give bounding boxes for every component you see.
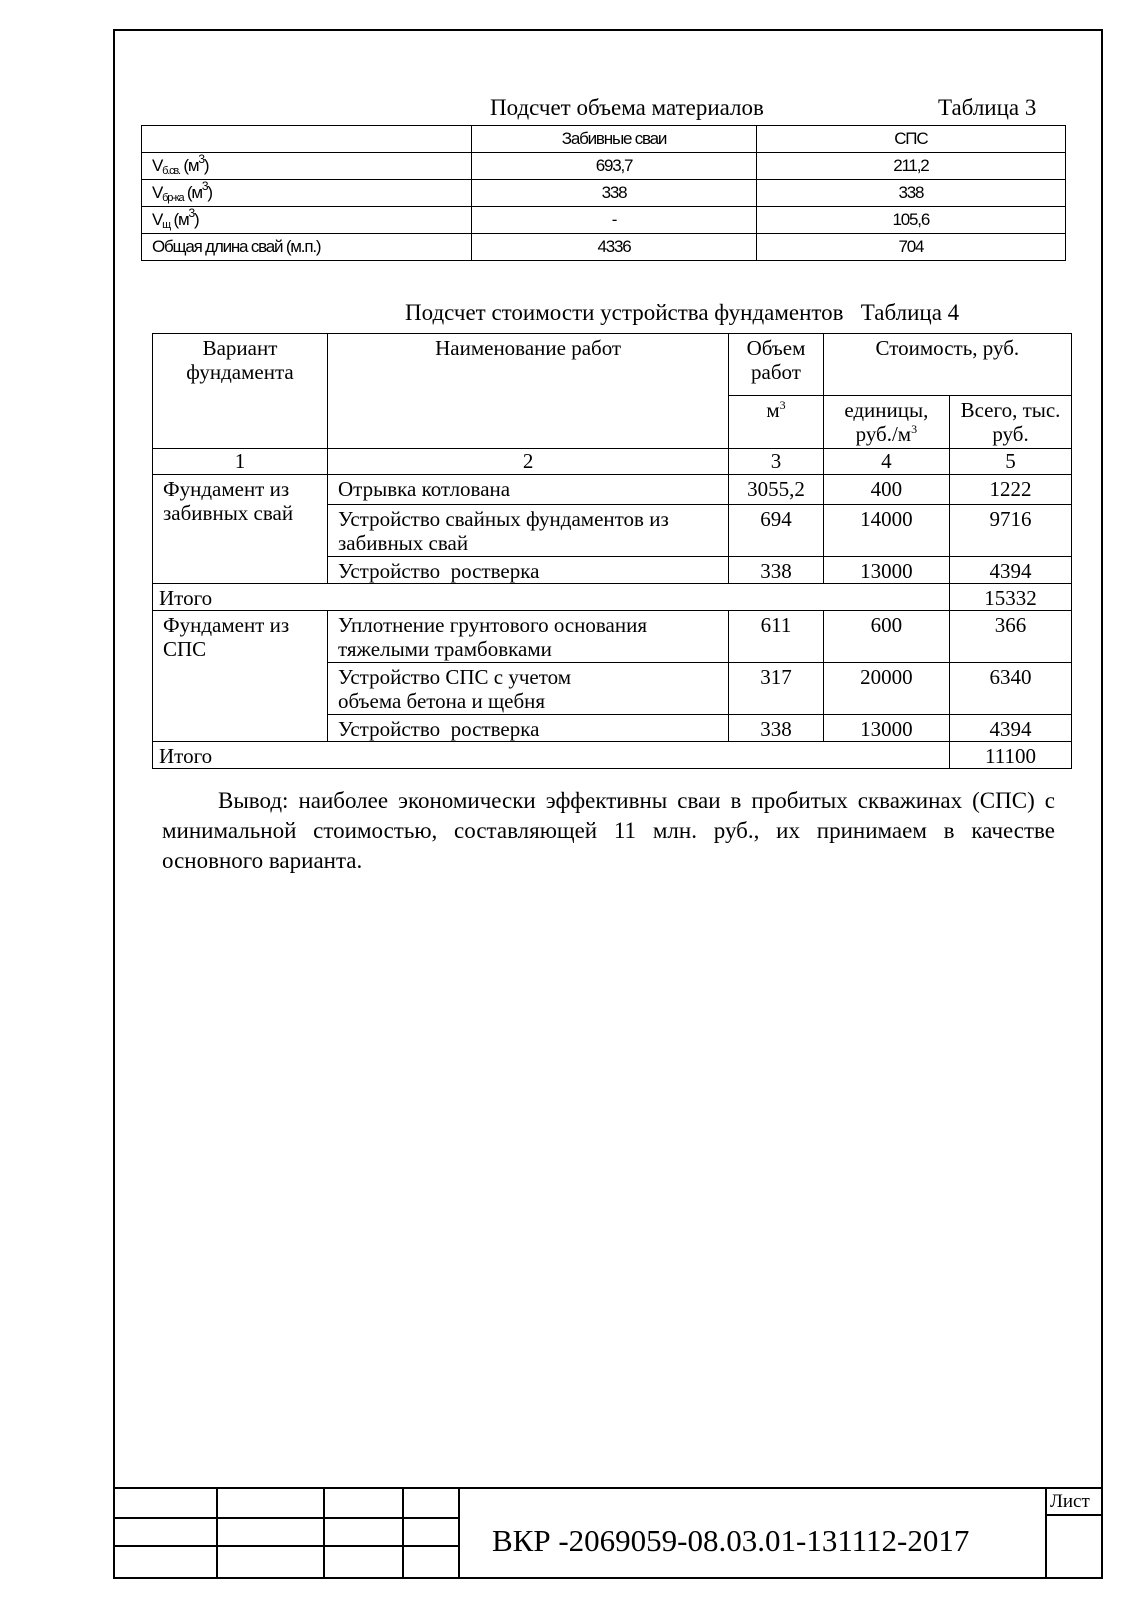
- total-cost: 366: [950, 611, 1072, 663]
- title-block-top-line: [113, 1487, 1103, 1489]
- cell-driven-value: 693,7: [472, 153, 756, 180]
- column-number-row: [153, 449, 1072, 475]
- header-volume-unit: $м^3$: [729, 396, 823, 449]
- work-name: Уплотнение грунтового основания тяжелыми трамбовками: [327, 611, 728, 663]
- column-number: 1: [153, 449, 328, 475]
- header-cost: Стоимость, руб.: [823, 334, 1071, 396]
- column-number: 3: [729, 449, 823, 475]
- title-block-col-line: [458, 1487, 460, 1579]
- total-cost: 6340: [950, 663, 1072, 715]
- column-number: 2: [327, 449, 728, 475]
- work-volume: 338: [729, 557, 823, 584]
- cell-sps-value: 704: [756, 234, 1065, 261]
- table-header-row: [153, 334, 1072, 396]
- conclusion-paragraph: Вывод: наиболее экономически эффективны сваи в пробитых скважинах (СПС) с минимальной стоимостью, составляющей 11 млн. руб., их принимаем в качестве основного варианта.: [162, 788, 1055, 873]
- title-block-col-line: [216, 1487, 218, 1579]
- header-cell-driven-piles: Забивные сваи: [472, 126, 756, 153]
- subtotal-value: 15332: [950, 584, 1072, 611]
- table-row: [153, 475, 1072, 505]
- row-label: $V_щ$ $(м^3)$: [142, 207, 472, 234]
- cell-sps-value: 211,2: [756, 153, 1065, 180]
- header-total: Всего, тыс. руб.: [950, 396, 1072, 449]
- unit-cost: 14000: [823, 505, 949, 557]
- unit-cost: 20000: [823, 663, 949, 715]
- work-volume: 694: [729, 505, 823, 557]
- work-volume: 3055,2: [729, 475, 823, 505]
- title-block-col-line: [323, 1487, 325, 1579]
- table4-number: Таблица 4: [860, 300, 960, 325]
- document-code: ВКР -2069059-08.03.01-131112-2017: [492, 1523, 970, 1558]
- row-label: $V_{бр-ка}$ $(м^3)$: [142, 180, 472, 207]
- work-volume: 611: [729, 611, 823, 663]
- work-name: Устройство СПС с учетом объема бетона и щебня: [327, 663, 728, 715]
- table3-title: Подсчет объема материалов: [490, 95, 764, 120]
- work-name: Устройство ростверка: [327, 715, 728, 742]
- subtotal-label: Итого: [153, 584, 950, 611]
- row-label: $V_{б.св.}$ $(м^3)$: [142, 153, 472, 180]
- subtotal-label: Итого: [153, 742, 950, 769]
- sheet-label: Лист: [1050, 1491, 1090, 1512]
- work-name: Устройство ростверка: [327, 557, 728, 584]
- row-label: Общая длина свай (м.п.): [142, 234, 472, 261]
- total-cost: 9716: [950, 505, 1072, 557]
- materials-volume-table: [141, 125, 1066, 261]
- title-block-row-line: [113, 1517, 460, 1519]
- table-row: [153, 611, 1072, 663]
- header-unit-cost: единицы, $руб./м^3$: [823, 396, 949, 449]
- table4-title: Подсчет стоимости устройства фундаментов Таблица 4: [405, 300, 960, 325]
- table-row: [142, 234, 1066, 261]
- subtotal-row: [153, 584, 1072, 611]
- header-work-name: Наименование работ: [327, 334, 728, 449]
- sheet-box-line: [1045, 1514, 1103, 1516]
- total-cost: 4394: [950, 715, 1072, 742]
- subtotal-value: 11100: [950, 742, 1072, 769]
- variant-cell: Фундамент из забивных свай: [153, 475, 328, 584]
- subtotal-row: [153, 742, 1072, 769]
- table3-number: Таблица 3: [938, 95, 1037, 120]
- title-block-col-line: [402, 1487, 404, 1579]
- column-number: 4: [823, 449, 949, 475]
- work-volume: 317: [729, 663, 823, 715]
- work-name: Устройство свайных фундаментов из забивных свай: [327, 505, 728, 557]
- unit-cost: 13000: [823, 557, 949, 584]
- cell-sps-value: 338: [756, 180, 1065, 207]
- cell-driven-value: 4336: [472, 234, 756, 261]
- unit-cost: 400: [823, 475, 949, 505]
- total-cost: 1222: [950, 475, 1072, 505]
- variant-cell: Фундамент из СПС: [153, 611, 328, 742]
- table-row: [142, 207, 1066, 234]
- cell-driven-value: 338: [472, 180, 756, 207]
- column-number: 5: [950, 449, 1072, 475]
- foundation-cost-table: [152, 333, 1072, 769]
- unit-cost: 13000: [823, 715, 949, 742]
- work-name: Отрывка котлована: [327, 475, 728, 505]
- unit-cost: 600: [823, 611, 949, 663]
- table-header-row: [142, 126, 1066, 153]
- header-variant: Вариант фундамента: [153, 334, 328, 449]
- cell-sps-value: 105,6: [756, 207, 1065, 234]
- title-block-col-line: [1045, 1487, 1047, 1579]
- table-row: [142, 153, 1066, 180]
- header-cell-sps: СПС: [756, 126, 1065, 153]
- cell-driven-value: -: [472, 207, 756, 234]
- header-cell-empty: [142, 126, 472, 153]
- header-volume: Объем работ: [729, 334, 823, 396]
- work-volume: 338: [729, 715, 823, 742]
- total-cost: 4394: [950, 557, 1072, 584]
- title-block-row-line: [113, 1545, 460, 1547]
- table-row: [142, 180, 1066, 207]
